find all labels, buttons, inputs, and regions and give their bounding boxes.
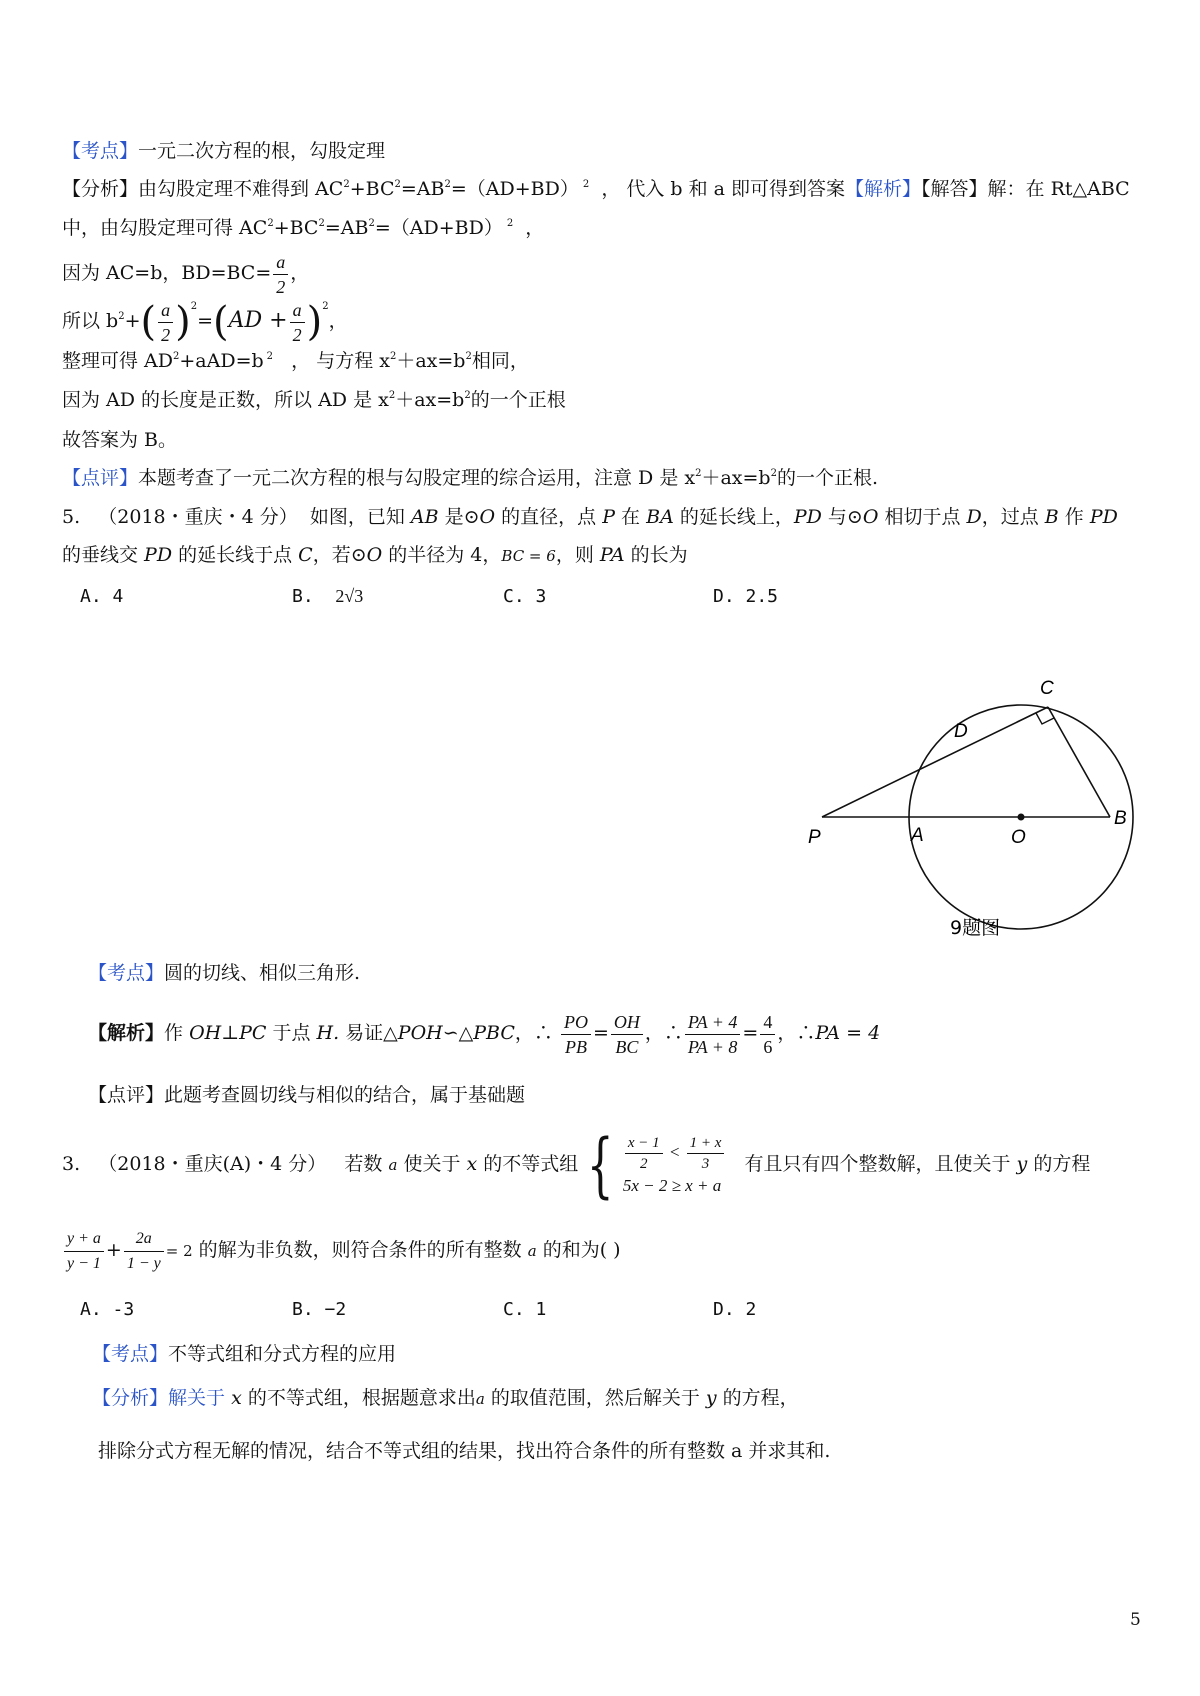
q5-option-a: A. 4 xyxy=(80,586,124,607)
jiexi-var: PBC xyxy=(473,1022,515,1044)
fenxi-text: 的不等式组，根据题意求出 xyxy=(241,1387,476,1409)
line-text: ＋ax=b xyxy=(396,350,466,372)
option-label: B. xyxy=(292,586,314,607)
q5-var: BA xyxy=(646,506,674,528)
line-text: + xyxy=(124,310,141,332)
q5-number: 5. xyxy=(62,506,81,528)
fraction-a-over-2: $\frac{a}{2}$ xyxy=(290,298,305,347)
q3-kaodian-line xyxy=(92,1341,396,1367)
jiexi-result: PA = 4 xyxy=(815,1022,881,1044)
line-text: AD + xyxy=(228,308,288,333)
q3-source: （2018・重庆(A)・4 分） xyxy=(98,1153,327,1175)
q5-text: 的垂线交 xyxy=(62,544,145,566)
fraction-a-over-2: $\frac{a}{2}$ xyxy=(158,298,173,347)
fenxi-text: ， 代入 b 和 a 即可得到答案 xyxy=(601,178,846,200)
label-b: B xyxy=(1114,808,1127,829)
line-text: ， xyxy=(328,310,348,332)
plus-sign: + xyxy=(105,1239,122,1261)
fenxi-text: =（AD+BD） xyxy=(450,178,579,200)
label-p: P xyxy=(808,827,821,848)
jieda-tag: 【解答】 xyxy=(921,178,988,200)
q5-kaodian-line xyxy=(88,960,360,986)
line-text: 所以 b xyxy=(62,310,119,332)
q5-text: ，过点 xyxy=(981,506,1045,528)
fraction-pa4-pa8: $\frac{PA + 4}{PA + 8}$ xyxy=(685,1010,741,1059)
q5-var: AB xyxy=(410,506,439,528)
fenxi-text: +BC xyxy=(349,178,395,200)
q3-var: a xyxy=(388,1156,398,1174)
q3-var: a xyxy=(527,1242,537,1260)
line-text: 相同， xyxy=(471,350,529,372)
equals-sign: = xyxy=(742,1022,759,1044)
q5-var: PD xyxy=(144,544,173,566)
fraction-ya-y1: $\frac{y + a}{y - 1}$ xyxy=(64,1227,104,1276)
q5-text: 是⊙ xyxy=(438,506,480,528)
kaodian-tag: 【考点】 xyxy=(88,962,165,984)
fenxi-text: 的方程， xyxy=(716,1387,799,1409)
q5-text: 的直径，点 xyxy=(495,506,603,528)
dianping-text: 此题考查圆切线与相似的结合，属于基础题 xyxy=(164,1084,526,1106)
q5-var: B xyxy=(1044,506,1059,528)
line-text: +aAD=b xyxy=(179,350,264,372)
jiexi-var: POH xyxy=(397,1022,443,1044)
q5-var: PD xyxy=(1089,506,1118,528)
label-o: O xyxy=(1011,827,1026,848)
right-angle-mark xyxy=(1036,713,1054,724)
jieda-text: 解：在 Rt△ABC xyxy=(987,178,1130,200)
jiexi-text: ，∴ xyxy=(514,1022,553,1044)
line-text: ＋ax=b xyxy=(395,389,465,411)
page-number: 5 xyxy=(1130,1610,1141,1630)
jieda-line-2: 中，由勾股定理可得 $AC^2+BC^2=AB^2=(AD+BD)$ $^2$ ， xyxy=(62,217,545,239)
q5-text: 作 xyxy=(1058,506,1090,528)
q5-text: ，则 xyxy=(555,544,600,566)
label-c: C xyxy=(1040,678,1054,699)
q5-var: D xyxy=(966,506,982,528)
equals-sign: = xyxy=(592,1022,609,1044)
q3-text: 的方程 xyxy=(1027,1153,1091,1175)
q3-text: 的和为( ) xyxy=(536,1239,621,1261)
q3-var: y xyxy=(1016,1153,1028,1175)
q3-option-d: D. 2 xyxy=(713,1299,757,1320)
fenxi-text: 的取值范围，然后解关于 xyxy=(490,1387,706,1409)
line-text: +BC xyxy=(273,217,319,239)
jieda-line-4: 所以 $b^2+$( $\frac{a}{2}$ )$^2$=(AD + $\frac{a}{2}$ )$^2$， xyxy=(62,299,348,345)
equation-rhs: = 2 xyxy=(165,1242,193,1260)
line-text: = xyxy=(197,310,214,332)
fenxi-line-1: 【分析】由勾股定理不难得到 $AC^2+BC^2=AB^2=(AD+BD)$ $^2$ ， 代入 b 和 a 即可得到答案【解析】【解答】解：在 Rt△ABC xyxy=(62,178,1130,200)
line-text: 因为 AC=b，BD=BC= xyxy=(62,262,272,284)
dianping-tag: 【点评】 xyxy=(62,467,139,489)
q3-text: 使关于 xyxy=(397,1153,467,1175)
kaodian-text: 一元二次方程的根，勾股定理 xyxy=(138,140,386,162)
inequality-system: $\frac{x - 1}{2}$ < $\frac{1 + x}{3}$ 5x − 2 ≥ x + a xyxy=(623,1133,727,1198)
jiexi-text: ，∴ xyxy=(777,1022,816,1044)
q3-text: 的不等式组 xyxy=(477,1153,579,1175)
label-d: D xyxy=(954,721,968,742)
figure-caption: 9题图 xyxy=(950,917,1001,939)
fraction-oh-bc: $\frac{OH}{BC}$ xyxy=(611,1010,643,1059)
line-text: ， 与方程 x xyxy=(291,350,390,372)
q5-text: 在 xyxy=(615,506,647,528)
fraction-2a-1y: $\frac{2a}{1 - y}$ xyxy=(124,1227,164,1276)
q5-var: O xyxy=(862,506,879,528)
center-point-o xyxy=(1018,814,1025,821)
line-text: 的一个正根 xyxy=(470,389,566,411)
fenxi-tag: 【分析】 xyxy=(62,178,139,200)
q5-text: 的延长线上， xyxy=(673,506,794,528)
line-text: 因为 AD 的长度是正数，所以 AD 是 x xyxy=(62,389,389,411)
q5-jiexi-line xyxy=(88,1004,880,1062)
q3-stem-line-1 xyxy=(62,1124,1090,1205)
q3-fenxi-line xyxy=(92,1385,799,1412)
answer-text: 故答案为 B。 xyxy=(62,429,178,451)
q5-var: BC = 6 xyxy=(501,547,556,565)
q5-var: O xyxy=(366,544,383,566)
q3-text: 若数 xyxy=(344,1153,389,1175)
jiexi-var: OH xyxy=(189,1022,222,1044)
q5-var: PD xyxy=(793,506,822,528)
dianping-text: ＋ax=b xyxy=(701,467,771,489)
fenxi-text: 由勾股定理不难得到 AC xyxy=(138,178,344,200)
line-text: ， xyxy=(525,217,545,239)
jiexi-text: 于点 xyxy=(266,1022,317,1044)
q5-text: 相切于点 xyxy=(878,506,967,528)
q3-option-a: A. -3 xyxy=(80,1299,135,1320)
kaodian-tag: 【考点】 xyxy=(62,140,139,162)
q3-stem-line-2 xyxy=(62,1222,621,1279)
fenxi-var: y xyxy=(705,1387,717,1409)
line-text: =（AD+BD） xyxy=(374,217,503,239)
jiexi-tag: 【解析】 xyxy=(88,1022,165,1044)
jiexi-var: PC xyxy=(239,1022,267,1044)
q5-text: ，若⊙ xyxy=(312,544,367,566)
q5-var: PA xyxy=(599,544,625,566)
dianping-text: 本题考查了一元二次方程的根与勾股定理的综合运用，注意 D 是 x xyxy=(138,467,696,489)
q5-text: 的延长线于点 xyxy=(172,544,299,566)
q5-text: 的长为 xyxy=(624,544,688,566)
jiexi-tag: 【解析】 xyxy=(845,178,922,200)
dianping-text: 的一个正根. xyxy=(776,467,879,489)
fenxi-text: 解关于 xyxy=(168,1387,232,1409)
q3-option-b: B. −2 xyxy=(292,1299,347,1320)
jiexi-var: H. xyxy=(316,1022,340,1044)
line-pc xyxy=(822,707,1048,817)
jiexi-text: 易证△ xyxy=(339,1022,398,1044)
dianping-tag: 【点评】 xyxy=(88,1084,165,1106)
q3-fenxi-line-2 xyxy=(98,1438,830,1464)
fenxi-text: =AB xyxy=(400,178,445,200)
q5-var: C xyxy=(298,544,313,566)
kaodian-text: 不等式组和分式方程的应用 xyxy=(168,1343,397,1365)
option-value: 2√3 xyxy=(335,586,364,606)
q5-text: 与⊙ xyxy=(821,506,863,528)
jiexi-text: ⊥ xyxy=(221,1022,240,1044)
jiexi-text: ，∴ xyxy=(644,1022,683,1044)
jiexi-text: 作 xyxy=(164,1022,190,1044)
fenxi-text: 排除分式方程无解的情况，结合不等式组的结果，找出符合条件的所有整数 a 并求其和. xyxy=(98,1440,831,1462)
line-text: 整理可得 AD xyxy=(62,350,173,372)
line-text: =AB xyxy=(324,217,369,239)
system-brace: { xyxy=(587,1124,614,1206)
q3-var: x xyxy=(466,1153,478,1175)
q5-source: （2018・重庆・4 分） xyxy=(98,506,298,528)
fraction-po-pb: $\frac{PO}{PB}$ xyxy=(561,1010,591,1059)
q5-var: P xyxy=(602,506,616,528)
line-text: ， xyxy=(290,262,310,284)
line-text: 中，由勾股定理可得 AC xyxy=(62,217,268,239)
q5-var: O xyxy=(479,506,496,528)
kaodian-tag: 【考点】 xyxy=(92,1343,169,1365)
q5-option-c: C. 3 xyxy=(503,586,547,607)
kaodian-text: 圆的切线、相似三角形. xyxy=(164,962,361,984)
jiexi-text: ∽△ xyxy=(442,1022,474,1044)
label-a: A xyxy=(911,825,924,846)
fraction-4-6: $\frac{4}{6}$ xyxy=(760,1010,775,1059)
jieda-line-5: 整理可得 $AD^2+aAD=b$ $^2$ ， 与方程 $x^2+ax=b^2$相同， xyxy=(62,350,529,372)
q5-dianping-line xyxy=(88,1082,525,1108)
q3-number: 3. xyxy=(62,1153,81,1175)
fenxi-var: x xyxy=(231,1387,242,1409)
dianping-line-1: 【点评】本题考查了一元二次方程的根与勾股定理的综合运用，注意 D 是 $x^2+ax=b^2$的一个正根. xyxy=(62,467,879,489)
q5-option-d: D. 2.5 xyxy=(713,586,779,607)
fenxi-tag: 【分析】 xyxy=(92,1387,169,1409)
q3-option-c: C. 1 xyxy=(503,1299,547,1320)
q5-text: 的半径为 4， xyxy=(382,544,502,566)
q3-text: 有且只有四个整数解，且使关于 xyxy=(744,1153,1017,1175)
q3-text: 的解为非负数，则符合条件的所有整数 xyxy=(198,1239,528,1261)
q5-text: 如图，已知 xyxy=(309,506,411,528)
line-cb xyxy=(1048,707,1110,817)
fraction-a-over-2: $\frac{a}{2}$ xyxy=(273,250,288,299)
jieda-line-6: 因为 AD 的长度是正数，所以 AD 是 $x^2+ax=b^2$的一个正根 xyxy=(62,389,566,411)
fenxi-var: a xyxy=(475,1390,485,1408)
